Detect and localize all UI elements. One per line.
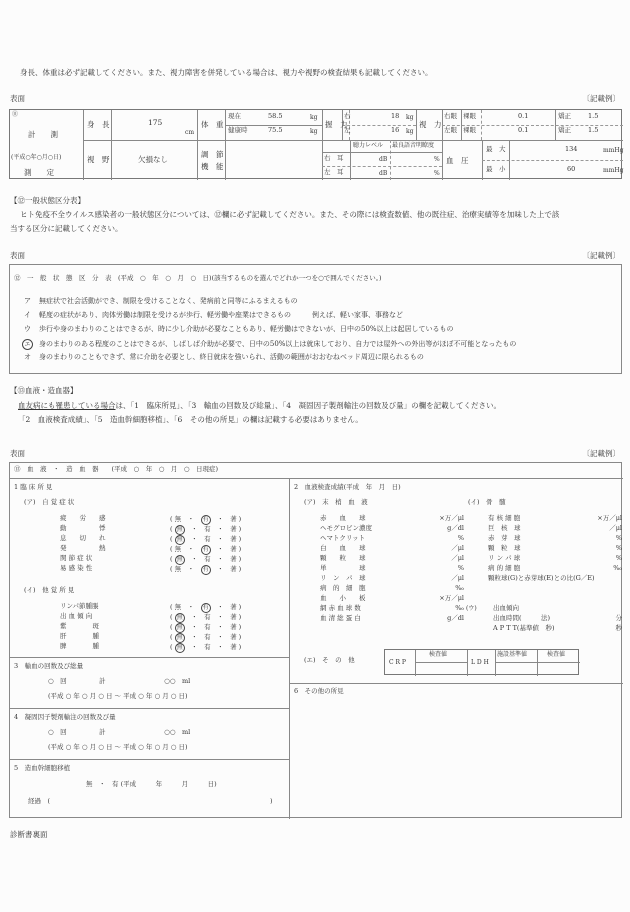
lab-unit: ×万／μl: [597, 514, 622, 522]
lab-unit: ‰: [455, 584, 464, 592]
vision-label: 視 力: [419, 120, 442, 129]
lab-label: 病 的 細 胞: [488, 564, 521, 572]
lab-label: 有 核 細 胞: [488, 514, 521, 522]
ear-right-label: 右 耳: [324, 154, 344, 162]
general-status-item[interactable]: [22, 339, 516, 353]
stem-cell-line: 無 ・ 有 (平成 年 月 日): [86, 780, 217, 788]
option-present[interactable]: 有: [204, 643, 211, 651]
symptom-label: 紫 斑: [60, 622, 99, 630]
corrected-label-left: 矯正: [558, 126, 571, 134]
symptom-label: 発 熱: [60, 544, 106, 552]
lab-label: ヘマトクリット: [320, 534, 366, 542]
coord-label-2: 機 能: [201, 162, 224, 171]
height-label: 身 長: [87, 120, 110, 129]
symptom-row: [60, 643, 260, 653]
intro-note: 身長、体重は必ず記載してください。また、視力障害を併発している場合は、視力や視野の検査結果も記載してください。: [20, 68, 433, 77]
option-present[interactable]: 有: [204, 535, 211, 543]
item-mark: オ: [24, 353, 31, 361]
option-severe[interactable]: 著: [230, 603, 237, 611]
clinical-title: 1 臨 床 所 見: [14, 483, 53, 491]
lab-unit: ×万／μl: [439, 514, 464, 522]
lab-label: ヘモグロビン濃度: [320, 524, 372, 532]
symptom-label: 動 悸: [60, 524, 106, 532]
grip-unit-right: kg: [406, 114, 414, 121]
option-present[interactable]: 有: [204, 623, 211, 631]
symptom-options: ( 無 ・ 有 ・ 著 ): [170, 623, 242, 631]
grip-label: 握 力: [325, 120, 348, 129]
objective-title: (イ) 他 覚 所 見: [24, 586, 75, 594]
lab-unit: ×万／μl: [439, 594, 464, 602]
option-severe[interactable]: 著: [230, 545, 237, 553]
lab-label: 白 血 球: [320, 544, 366, 552]
option-none[interactable]: 無: [176, 624, 183, 631]
lab-unit: %: [457, 564, 464, 572]
lab-unit: %: [457, 534, 464, 542]
naked-label-right: 裸眼: [463, 112, 476, 120]
height-unit: cm: [185, 129, 195, 136]
ear-right-pct: %: [434, 156, 440, 163]
lab-unit: g／dl: [447, 614, 464, 622]
lab-label: リ ン パ 球: [320, 574, 366, 582]
lab-title: 2 血液検査成績(平成 年 月 日): [294, 483, 401, 491]
blood-note-2: 「2 血液検査成績」、「5 造血幹細胞移植」、「6 その他の所見」の欄は記載する必要はありません。: [18, 415, 363, 424]
option-present[interactable]: 有: [204, 633, 211, 641]
coord-label-1: 調 節: [201, 150, 224, 159]
grip-right-value: 18: [391, 112, 400, 120]
option-present[interactable]: 有: [202, 566, 209, 573]
lab-row: [320, 615, 464, 625]
option-present[interactable]: 有: [204, 525, 211, 533]
measurement-title: 計 測: [28, 130, 58, 139]
lab-row: [488, 575, 622, 585]
bp-min-label: 最 小: [486, 165, 506, 173]
option-severe[interactable]: 著: [230, 643, 237, 651]
ear-left-db: dB: [379, 170, 388, 177]
vision-field-label: 視 野: [87, 155, 110, 164]
blood-note-1-underlined: 血友病にも罹患している場合: [18, 401, 116, 410]
option-present[interactable]: 有: [202, 516, 209, 523]
symptom-options: ( 無 ・ 有 ・ 著 ): [170, 525, 242, 533]
weight-unit-now: kg: [310, 114, 318, 121]
bp-min-unit: mmHg: [603, 167, 624, 174]
crp-label: C R P: [389, 659, 406, 666]
lab-label: 単 球: [320, 564, 366, 572]
bp-label: 血 圧: [446, 156, 469, 165]
eye-left-label: 左眼: [444, 126, 457, 134]
coagulation-dates: (平成 ○ 年 ○ 月 ○ 日 〜 平成 ○ 年 ○ 月 ○ 日): [48, 743, 188, 751]
general-status-note-1: ヒト免疫不全ウイルス感染者の一般状態区分については、⑫欄に必ず記載してください。また、その際には検査数値、他の既往症、治療実績等を加味した上で該: [20, 210, 560, 219]
option-none[interactable]: 無: [176, 634, 183, 641]
lab-label: 巨 核 球: [488, 524, 521, 532]
option-present[interactable]: 有: [204, 613, 211, 621]
bleeding-list: [493, 605, 622, 635]
option-present[interactable]: 有: [202, 546, 209, 553]
weight-healthy-label: 健康時: [228, 126, 248, 134]
option-severe[interactable]: 著: [230, 515, 237, 523]
item-text: 身のまわりのこともできず、常に介助を必要とし、終日就床を強いられ、活動の範囲がおおむねベッド周辺に限られるもの: [39, 353, 424, 361]
crp-test-value-label: 検査値: [429, 651, 448, 658]
symptom-label: 関 節 症 状: [60, 554, 93, 562]
symptom-options: ( 無 ・ 有 ・ 著 ): [170, 535, 242, 543]
example-label-2: 〔記載例〕: [582, 251, 620, 260]
lab-label: 赤 血 球: [320, 514, 366, 522]
eye-right-label: 右眼: [444, 112, 457, 120]
option-none[interactable]: 無: [176, 536, 183, 543]
lab-label: 網 赤 血 球 数: [320, 604, 361, 612]
symptom-options: ( 無 ・ 有 ・ 著 ): [170, 555, 242, 563]
option-severe[interactable]: 著: [230, 535, 237, 543]
blood-heading: 【⑬血液・造血器】: [10, 386, 78, 395]
stem-cell-progress-close: ): [270, 797, 273, 805]
option-present[interactable]: 有: [202, 604, 209, 611]
lab-label: 出血傾向: [493, 604, 519, 612]
footer-label: 診断書裏面: [10, 830, 48, 839]
subjective-title: (ア) 自 覚 症 状: [24, 498, 75, 506]
lab-label: 血 小 板: [320, 594, 366, 602]
lab-label: 病 的 細 胞: [320, 584, 366, 592]
item-text: 身のまわりのある程度のことはできるが、しばしば介助が必要で、日中の50%以上は就床しており、自力では屋外への外出等がほぼ不可能となったもの: [39, 340, 517, 348]
stem-cell-progress-label: 経過 (: [28, 797, 51, 805]
symptom-label: 疲 労 感: [60, 514, 106, 522]
symptom-options: ( 無 ・ 有 ・ 著 ): [170, 603, 242, 611]
option-none[interactable]: 無: [174, 603, 182, 611]
blood-form: [9, 462, 622, 818]
lab-row: [493, 625, 622, 635]
symptom-label: 出 血 傾 向: [60, 612, 93, 620]
peripheral-title: (ア) 末 梢 血 液: [304, 498, 368, 506]
option-severe[interactable]: 著: [230, 623, 237, 631]
option-none[interactable]: 無: [174, 545, 182, 553]
blood-box-title: ⑬ 血 液 ・ 造 血 器 (平成 ○ 年 ○ 月 ○ 日現症): [14, 465, 219, 473]
general-status-item[interactable]: [22, 311, 516, 325]
lab-unit: %: [615, 544, 622, 552]
corrected-left-value: 1.5: [588, 126, 599, 134]
height-value: 175: [148, 118, 163, 127]
weight-now-label: 現在: [228, 112, 241, 120]
option-severe[interactable]: 著: [230, 613, 237, 621]
option-none[interactable]: 無: [174, 565, 182, 573]
general-status-box: [9, 264, 622, 374]
lab-label: 顆 粒 球: [320, 554, 366, 562]
grip-left-value: 16: [391, 126, 400, 134]
naked-label-left: 裸眼: [463, 126, 476, 134]
bp-max-unit: mmHg: [603, 147, 624, 154]
option-severe[interactable]: 著: [230, 555, 237, 563]
symptom-label: 息 切 れ: [60, 534, 106, 542]
coagulation-title: 4 凝固因子製剤輸注の回数及び量: [14, 713, 116, 721]
lab-label: 出血時間( 法): [493, 614, 551, 622]
symptom-options: ( 無 ・ 有 ・ 著 ): [170, 643, 242, 651]
section-num-11: ⑪: [12, 111, 19, 118]
general-status-item[interactable]: [22, 353, 516, 367]
option-none[interactable]: 無: [176, 644, 183, 651]
lab-unit: 分: [615, 614, 622, 622]
peripheral-list: [320, 515, 464, 625]
corrected-right-value: 1.5: [588, 112, 599, 120]
lab-label: 顆 粒 球: [488, 544, 521, 552]
symptom-row: [60, 565, 260, 575]
bp-max-value: 134: [565, 145, 578, 153]
speech-clarity-label: 最良語音明瞭度: [392, 142, 435, 149]
option-none[interactable]: 無: [176, 614, 183, 621]
example-label: 〔記載例〕: [582, 94, 620, 103]
measurement-table: [9, 109, 622, 179]
measurement-date: (平成○年○月○日): [11, 154, 62, 161]
marrow-title: (イ) 骨 髄: [468, 498, 506, 506]
front-label-3: 表面: [10, 449, 25, 458]
ldh-test-value-label: 検査値: [547, 651, 566, 658]
stem-cell-title: 5 造血幹細胞移植: [14, 764, 71, 772]
bleeding-title: (ウ): [466, 605, 477, 612]
lab-unit: %: [615, 554, 622, 562]
symptom-label: 脾 腫: [60, 642, 99, 650]
coagulation-count: ○ 回 計 ○○ ml: [48, 728, 191, 736]
grip-right-label: 右: [344, 112, 351, 120]
item-mark: ウ: [24, 325, 31, 333]
facility-ref-label: 施設基準値: [497, 651, 528, 658]
front-label: 表面: [10, 94, 25, 103]
objective-list: [60, 603, 260, 653]
naked-left-value: 0.1: [518, 126, 529, 134]
subjective-list: [60, 515, 260, 575]
crp-ldh-table: [384, 649, 579, 675]
selected-mark-circle: エ: [22, 339, 33, 350]
symptom-options: ( 無 ・ 有 ・ 著 ): [170, 565, 242, 573]
naked-right-value: 0.1: [518, 112, 529, 120]
general-status-list: [22, 297, 516, 367]
ear-left-pct: %: [434, 170, 440, 177]
marrow-list: [488, 515, 622, 585]
other-findings-title: 6 その他の所見: [294, 687, 344, 695]
bp-min-value: 60: [567, 165, 576, 173]
lab-unit: ‰: [613, 564, 622, 572]
symptom-options: ( 無 ・ 有 ・ 著 ): [170, 613, 242, 621]
symptom-label: リンパ節腫脹: [60, 602, 99, 610]
lab-label: A P T T(基準値 秒): [493, 624, 555, 632]
lab-unit: ‰: [455, 604, 464, 612]
blood-note-1-rest: は、「1 臨床所見」、「3 輸血の回数及び総量」、「4 凝固因子製剤輸注の回数及び量」の欄を記載してください。: [115, 401, 502, 410]
ear-right-db: dB: [379, 156, 388, 163]
lab-unit: ／μl: [609, 524, 622, 532]
option-severe[interactable]: 著: [230, 633, 237, 641]
general-status-heading: 【⑫一般状態区分表】: [10, 196, 85, 205]
general-status-item[interactable]: [22, 297, 516, 311]
ldh-label: L D H: [471, 659, 489, 666]
option-present[interactable]: 有: [204, 555, 211, 563]
measurement-date-sub: 測 定: [24, 168, 54, 177]
lab-label: 顆粒球(G)と赤芽球(E)との比(G／E): [488, 574, 595, 582]
lab-unit: g／dl: [447, 524, 464, 532]
corrected-label-right: 矯正: [558, 112, 571, 120]
option-none[interactable]: 無: [176, 556, 183, 563]
option-none[interactable]: 無: [176, 526, 183, 533]
ear-left-label: 左 耳: [324, 168, 344, 176]
option-severe[interactable]: 著: [230, 525, 237, 533]
transfusion-count: ○ 回 計 ○○ ml: [48, 677, 191, 685]
other-title: (エ) そ の 他: [304, 656, 355, 664]
general-status-note-2: 当する区分に記載してください。: [10, 224, 123, 233]
lab-unit: ／μl: [451, 544, 464, 552]
front-label-2: 表面: [10, 251, 25, 260]
lab-unit: ／μl: [451, 554, 464, 562]
hearing-level-label: 聴力レベル: [353, 142, 384, 149]
grip-left-label: 左: [344, 126, 351, 134]
lab-unit: 秒: [615, 624, 622, 632]
vision-field-value: 欠損なし: [138, 155, 168, 164]
transfusion-dates: (平成 ○ 年 ○ 月 ○ 日 〜 平成 ○ 年 ○ 月 ○ 日): [48, 692, 188, 700]
option-severe[interactable]: 著: [230, 565, 237, 573]
weight-unit-healthy: kg: [310, 128, 318, 135]
lab-label: リ ン パ 球: [488, 554, 521, 562]
item-text: 軽度の症状があり、肉体労働は制限を受けるが歩行、軽労働や座業はできるもの 例えば、軽い家事、事務など: [39, 311, 403, 319]
weight-now-value: 58.5: [268, 112, 283, 120]
item-text: 無症状で社会活動ができ、制限を受けることなく、発病前と同等にふるまえるもの: [39, 297, 298, 305]
symptom-label: 肝 腫: [60, 632, 99, 640]
symptom-options: ( 無 ・ 有 ・ 著 ): [170, 545, 242, 553]
symptom-options: ( 無 ・ 有 ・ 著 ): [170, 515, 242, 523]
lab-label: 血 清 総 蛋 白: [320, 614, 361, 622]
weight-healthy-value: 75.5: [268, 126, 283, 134]
item-mark: イ: [24, 311, 31, 319]
item-text: 歩行や身のまわりのことはできるが、時に少し介助が必要なこともあり、軽労働はできないが、日中の50%以上は起居しているもの: [39, 325, 454, 333]
bp-max-label: 最 大: [486, 145, 506, 153]
general-status-box-title: ⑫ 一 般 状 態 区 分 表 (平成 ○ 年 ○ 月 ○ 日)(該当するものを選んでどれか一つを○で囲んでください。): [14, 274, 382, 282]
lab-unit: ／μl: [451, 574, 464, 582]
option-none[interactable]: 無: [174, 515, 182, 523]
weight-label: 体 重: [201, 120, 224, 129]
lab-unit: %: [615, 534, 622, 542]
general-status-item[interactable]: [22, 325, 516, 339]
transfusion-title: 3 輸血の回数及び総量: [14, 662, 84, 670]
symptom-options: ( 無 ・ 有 ・ 著 ): [170, 633, 242, 641]
symptom-label: 易 感 染 性: [60, 564, 93, 572]
item-mark: ア: [24, 297, 31, 305]
blood-note-1: [18, 401, 501, 410]
example-label-3: 〔記載例〕: [582, 449, 620, 458]
grip-unit-left: kg: [406, 128, 414, 135]
lab-label: 赤 芽 球: [488, 534, 521, 542]
